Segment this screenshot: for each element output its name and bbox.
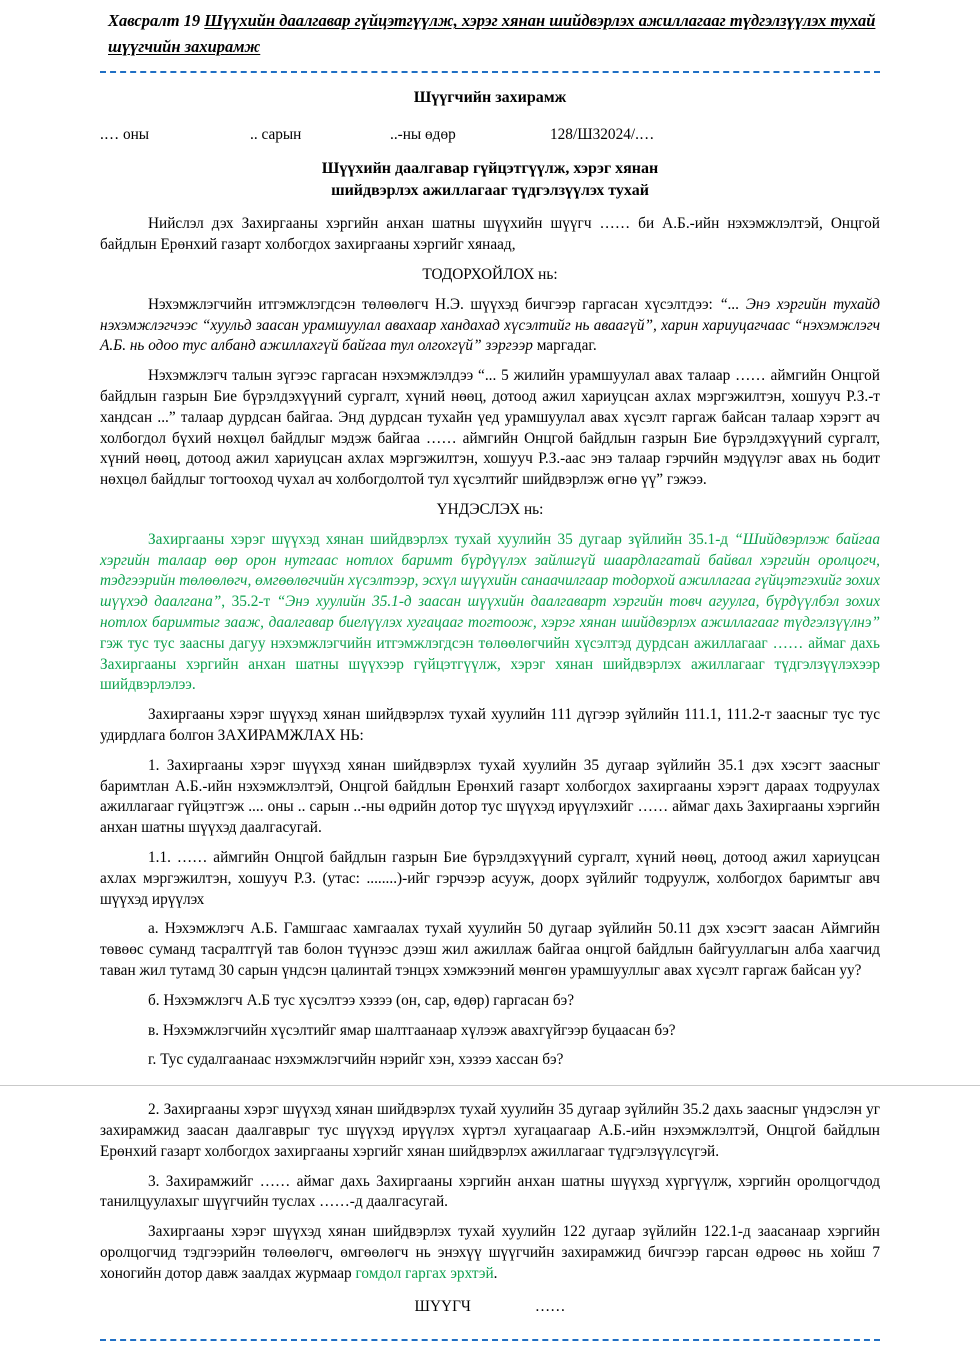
subject-title-line-2: шийдвэрлэх ажиллагааг түдгэлзүүлэх тухай bbox=[331, 182, 649, 200]
page-title: Шүүгчийн захирамж bbox=[413, 89, 567, 107]
heading-justify: ҮНДЭСЛЭХ нь: bbox=[436, 501, 544, 519]
subject-title-line-1: Шүүхийн даалгавар гүйцэтгүүлж, хэрэг хянан bbox=[321, 159, 659, 177]
bottom-dashed-divider bbox=[100, 1339, 880, 1341]
subject-title bbox=[100, 158, 880, 203]
annex-label: Хавсралт 19 bbox=[108, 11, 201, 30]
appeal-rights-paragraph bbox=[100, 1222, 880, 1284]
signature-name: …… bbox=[534, 1297, 566, 1315]
justification-block bbox=[100, 530, 880, 696]
date-number-row bbox=[100, 125, 880, 146]
justify-mid: , 35.2-т bbox=[221, 593, 277, 611]
heading-clarify: ТОДОРХОЙЛОХ нь: bbox=[422, 266, 558, 284]
top-dashed-divider bbox=[100, 71, 880, 73]
order-item-1-1: 1.1. …… аймгийн Онцгой байдлын газрын Бие бүрэлдэхүүний сургалт, хүний нөөц, дотоод ажил хариуцсан ахлах мэргэжилтэн, хошууч Р.З. (утас: ........)-ийг гэрчээр асууж, доорх зүйлийг тодруулж, холбогдох баримтыг авч шүүхэд ирүүлэх bbox=[100, 848, 880, 908]
document-number: 128/Ш32024/.… bbox=[550, 125, 655, 143]
date-month-field: .. сарын bbox=[250, 125, 302, 143]
order-lead-text: Захиргааны хэрэг шүүхэд хянан шийдвэрлэх тухай хуулийн 111 дүгээр зүйлийн 111.1, 111.2-т заасныг тус тус удирдлага болгон bbox=[100, 706, 880, 744]
page-break-divider bbox=[0, 1085, 980, 1086]
heading-order: ЗАХИРАМЖЛАХ НЬ: bbox=[217, 726, 364, 744]
order-item-b: б. Нэхэмжлэгч А.Б тус хүсэлтээ хэзээ (он, сар, өдөр) гаргасан бэ? bbox=[148, 991, 574, 1009]
clarify-paragraph-2: Нэхэмжлэгч талын зүгээс гаргасан нэхэмжлэлдээ “... 5 жилийн урамшуулал авах талаар …… аймгийн Онцгой байдлын газрын Бие бүрэлдэхүүний сургалт, хүний нөөц, дотоод ажил хариуцсан ахлах мэргэжилтэн, хошууч Р.З.-т хандсан ...” талаар дурдсан байгаа. Энд дурдсан тухайн үед урамшуулал авах хүсэлт гаргаж байсан талаар хэрэгт ач холбогдол бүхий нөхцөл байдлыг мэдэж байгаа …… аймгийн Онцгой байдлын газрын Бие бүрэлдэхүүний сургалт, хүний нөөц, дотоод ажил хариуцсан ахлах мэргэжилтэн, хошууч Р.З.-аас энэ талаар гэрчийн мэдүүлэг авах нь бодит нөхцөл байдлыг тогтооход чухал ач холбогдолтой тул хүсэлтийг шийдвэрлэж өгнө үү” гэжээ. bbox=[100, 367, 880, 489]
order-item-1: 1. Захиргааны хэрэг шүүхэд хянан шийдвэрлэх тухай хуулийн 35 дугаар зүйлийн 35.1 дэх хэсэгт заасныг баримтлан А.Б.-ийн нэхэмжлэлтэй, Онцгой байдлын Ерөнхий газарт холбогдох захиргааны хэрэгт дараах тодруулах ажиллагааг гүйцэтгэж .... оны .. сарын ..-ны өдрийн дотор тус шүүхэд ирүүлэхийг …… аймаг дахь Захиргааны хэргийн анхан шатны шүүхэд даалгасугай. bbox=[100, 756, 880, 837]
date-day-field: ..-ны өдөр bbox=[390, 125, 456, 143]
intro-paragraph: Нийслэл дэх Захиргааны хэргийн анхан шатны шүүхийн шүүгч …… би А.Б.-ийн нэхэмжлэлтэй, Онцгой байдлын Ерөнхий газарт холбогдох захиргааны хэргийг хянаад, bbox=[100, 215, 880, 254]
justify-quote-35-2: “Энэ хуулийн 35.1-д заасан шүүхийн даалгаварт хэргийн товч агуулга, бүрдүүлбэл зохих нотлох баримтыг зааж, даалгавар биелүүлэх хугацааг тогтоож, хэрэг хянан шийдвэрлэх ажиллагааг түдгэлзүүлнэ” bbox=[100, 593, 881, 631]
appeal-rights-highlight: гомдол гаргах эрхтэй bbox=[355, 1264, 494, 1282]
order-lead-paragraph bbox=[100, 705, 880, 747]
order-item-g: г. Тус судалгаанаас нэхэмжлэгчийн нэрийг хэн, хэзээ хассан бэ? bbox=[148, 1051, 564, 1069]
order-item-3: 3. Захирамжийг …… аймаг дахь Захиргааны хэргийн анхан шатны шүүхэд хүргүүлж, хэргийн оролцогчдод танилцуулахыг шүүгчийн туслах ……-д даалгасугай. bbox=[100, 1172, 880, 1211]
signature-role: ШҮҮГЧ bbox=[414, 1297, 471, 1315]
date-year-field: .… оны bbox=[100, 125, 150, 143]
appeal-text-before: Захиргааны хэрэг шүүхэд хянан шийдвэрлэх тухай хуулийн 122 дугаар зүйлийн 122.1-д заасанаар хэргийн оролцогчид тэдгээрийн төлөөлөгч, өмгөөлөгч нь энэхүү шүүгчийн захирамжид бичгээр гарсан өдрөөс нь хойш 7 хоногийн дотор давж заалдах журмаар bbox=[100, 1223, 880, 1282]
signature-row bbox=[100, 1297, 880, 1318]
order-item-a: а. Нэхэмжлэгч А.Б. Гамшгаас хамгаалах тухай хуулийн 50 дугаар зүйлийн 50.11 дэх хэсэгт заасан Аймгийн төвөөс суманд тасралтгүй тав болон түүнээс дээш жил ажиллаж байгаа онцгой байдлын байгууллагын алба хаагчид таван жил тутамд 30 сарын үндсэн цалинтай тэнцэх хэмжээний мөнгөн урамшууллыг авах хүсэлт гаргаж байсан уу? bbox=[100, 920, 880, 979]
clarify-p1-quote: “... Энэ хэргийн тухайд нэхэмжлэгчээс “хуульд заасан урамшуулал авахаар хандахад хүсэлтийг нь аваагүй”, харин хариуцагчаас “нэхэмжлэгч А.Б. нь одоо тус албанд ажиллахгүй байгаа тул олгохгүй” зэргээр bbox=[100, 295, 881, 355]
document-body bbox=[0, 87, 980, 1071]
annex-title: Шүүхийн даалгавар гүйцэтгүүлж, хэрэг хянан шийдвэрлэх ажиллагааг түдгэлзүүлэх тухай шүүгчийн захирамж bbox=[108, 11, 876, 56]
clarify-p1-tail: маргадаг. bbox=[532, 337, 597, 355]
clarify-paragraph-1 bbox=[100, 295, 880, 357]
appeal-text-after: . bbox=[493, 1264, 498, 1282]
order-item-2: 2. Захиргааны хэрэг шүүхэд хянан шийдвэрлэх тухай хуулийн 35 дугаар зүйлийн 35.2 дахь заасныг үндэслэн уг захирамжид заасан даалгаврыг тус шүүхэд ирүүлэх хүртэл хугацаагаар А.Б.-ийн нэхэмжлэлтэй, Онцгой байдлын Ерөнхий газарт холбогдох захиргааны хэргийг хянан шийдвэрлэх ажиллагааг түдгэлзүүлсүгэй. bbox=[100, 1101, 880, 1160]
justify-tail: гэж тус тус заасны дагуу нэхэмжлэгчийн итгэмжлэгдсэн төлөөлөгчийн хүсэлтэд дурдсан ажиллагааг …… аймаг дахь Захиргааны хэргийн анхан шатны шүүхээр гүйцэтгүүлж, хэрэг хянан шийдвэрлэх ажиллагааг түдгэлзүүлэхээр шийдвэрлэлээ. bbox=[100, 634, 880, 694]
justify-quote-35-1: “Шийдвэрлэж байгаа хэргийн талаар өөр орон нутгаас нотлох баримт бүрдүүлэх зайлшгүй шаардлагатай байвал хэргийн оролцогч, тэдгээрийн төлөөлөгч, өмгөөлөгчийн хүсэлтээр, эсхүл шүүхийн санаачилгаар тодорхой ажиллагаа гүйцэтгэхийг зохих шүүхэд даалгана” bbox=[100, 530, 880, 611]
clarify-p1-lead: Нэхэмжлэгчийн итгэмжлэгдсэн төлөөлөгч Н.Э. шүүхэд бичгээр гаргасан хүсэлтдээ: bbox=[148, 295, 720, 313]
order-item-v: в. Нэхэмжлэгчийн хүсэлтийг ямар шалтгаанаар хүлээж авахгүйгээр буцаасан бэ? bbox=[148, 1021, 676, 1039]
justify-lead: Захиргааны хэрэг шүүхэд хянан шийдвэрлэх тухай хуулийн 35 дугаар зүйлийн 35.1-д bbox=[148, 530, 735, 548]
annex-heading bbox=[0, 0, 980, 67]
document-body-continued bbox=[0, 1100, 980, 1317]
